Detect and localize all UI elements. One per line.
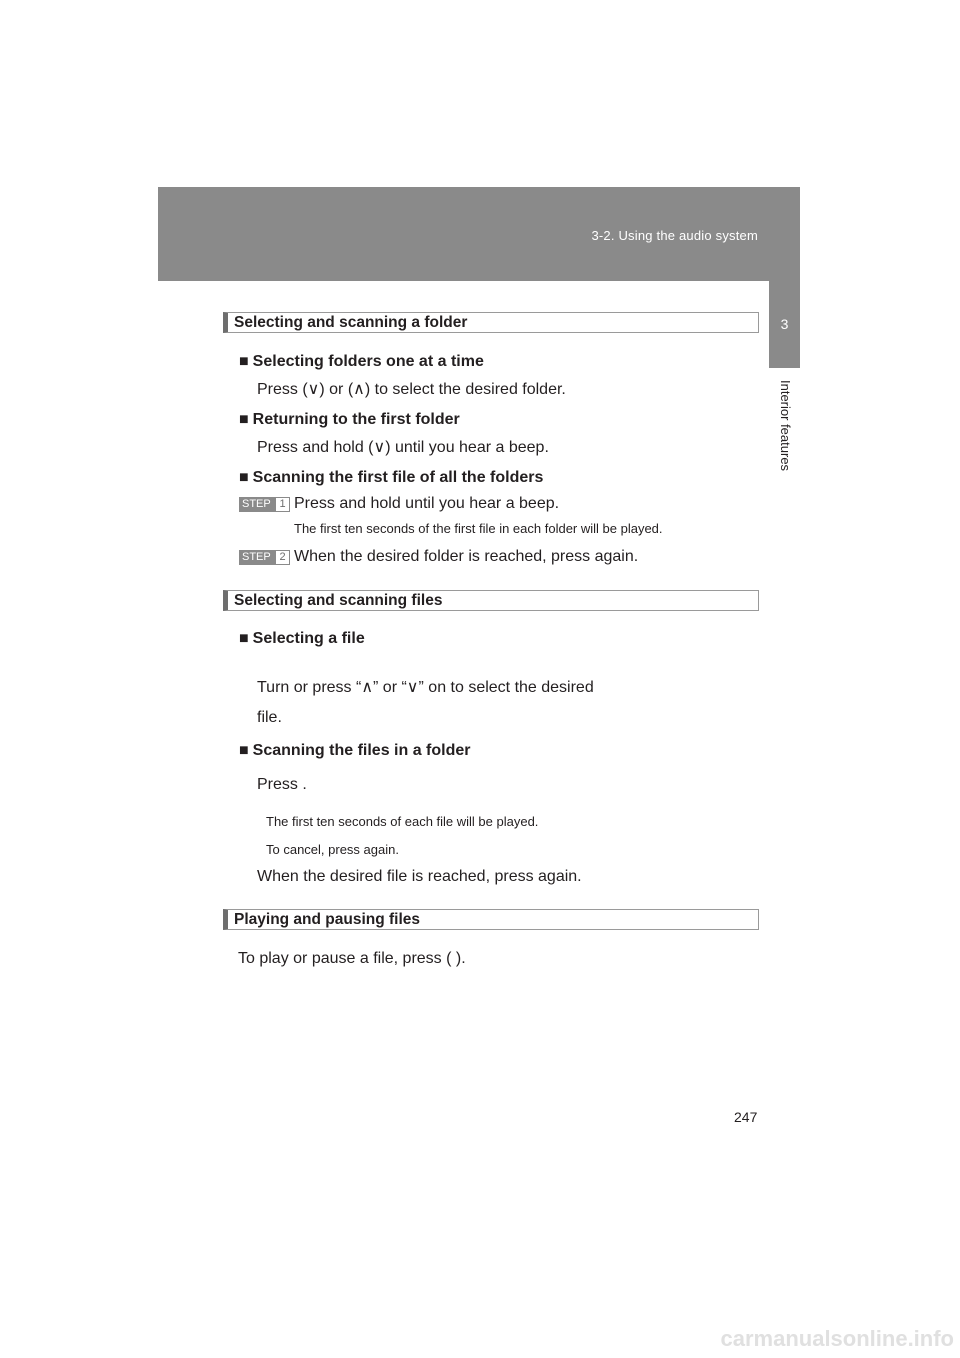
- instruction-text: Press (∨) or (∧) to select the desired folder.: [257, 381, 566, 398]
- step-2-badge: STEP 2: [239, 550, 290, 565]
- section-title: Selecting and scanning a folder: [234, 314, 468, 331]
- subheading-folders-one-at-a-time: ■ Selecting folders one at a time: [239, 353, 484, 370]
- bullet-square-icon: ■: [239, 469, 249, 486]
- subheading-returning-first-folder: ■ Returning to the first folder: [239, 411, 460, 428]
- subheading-scanning-first-file: ■ Scanning the first file of all the folders: [239, 469, 544, 486]
- note-text: The first ten seconds of each file will be played.: [266, 814, 539, 829]
- note-text: To cancel, press again.: [266, 842, 399, 857]
- chapter-number-tab: 3: [769, 281, 800, 368]
- bullet-square-icon: ■: [239, 353, 249, 370]
- instruction-text: Turn or press “∧” or “∨” on to select the desired: [257, 679, 594, 696]
- chapter-header-bar: [158, 187, 800, 281]
- step-2-text: When the desired folder is reached, press again.: [294, 548, 639, 565]
- instruction-text: Press and hold (∨) until you hear a beep.: [257, 439, 549, 456]
- step-1-badge: STEP 1: [239, 497, 290, 512]
- section-heading-folder: [223, 312, 759, 333]
- instruction-text: When the desired file is reached, press again.: [257, 868, 582, 885]
- section-title: Playing and pausing files: [234, 911, 421, 928]
- section-heading-files: [223, 590, 759, 611]
- subheading-selecting-file: ■ Selecting a file: [239, 630, 365, 647]
- step-1-text: Press and hold until you hear a beep.: [294, 495, 560, 512]
- instruction-text: Press .: [257, 776, 307, 793]
- section-heading-playing: [223, 909, 759, 930]
- section-title: Selecting and scanning files: [234, 592, 443, 609]
- step-1-note: The first ten seconds of the first file in each folder will be played.: [294, 521, 663, 536]
- instruction-text: To play or pause a file, press ( ).: [238, 950, 466, 967]
- bullet-square-icon: ■: [239, 411, 249, 428]
- chapter-header-title: 3-2. Using the audio system: [591, 228, 758, 243]
- instruction-text: file.: [257, 709, 282, 726]
- subheading-scanning-files: ■ Scanning the files in a folder: [239, 742, 471, 759]
- watermark: carmanualsonline.info: [720, 1326, 954, 1351]
- page-number: 247: [734, 1109, 758, 1125]
- chapter-side-label: Interior features: [778, 380, 793, 472]
- bullet-square-icon: ■: [239, 742, 249, 759]
- bullet-square-icon: ■: [239, 630, 249, 647]
